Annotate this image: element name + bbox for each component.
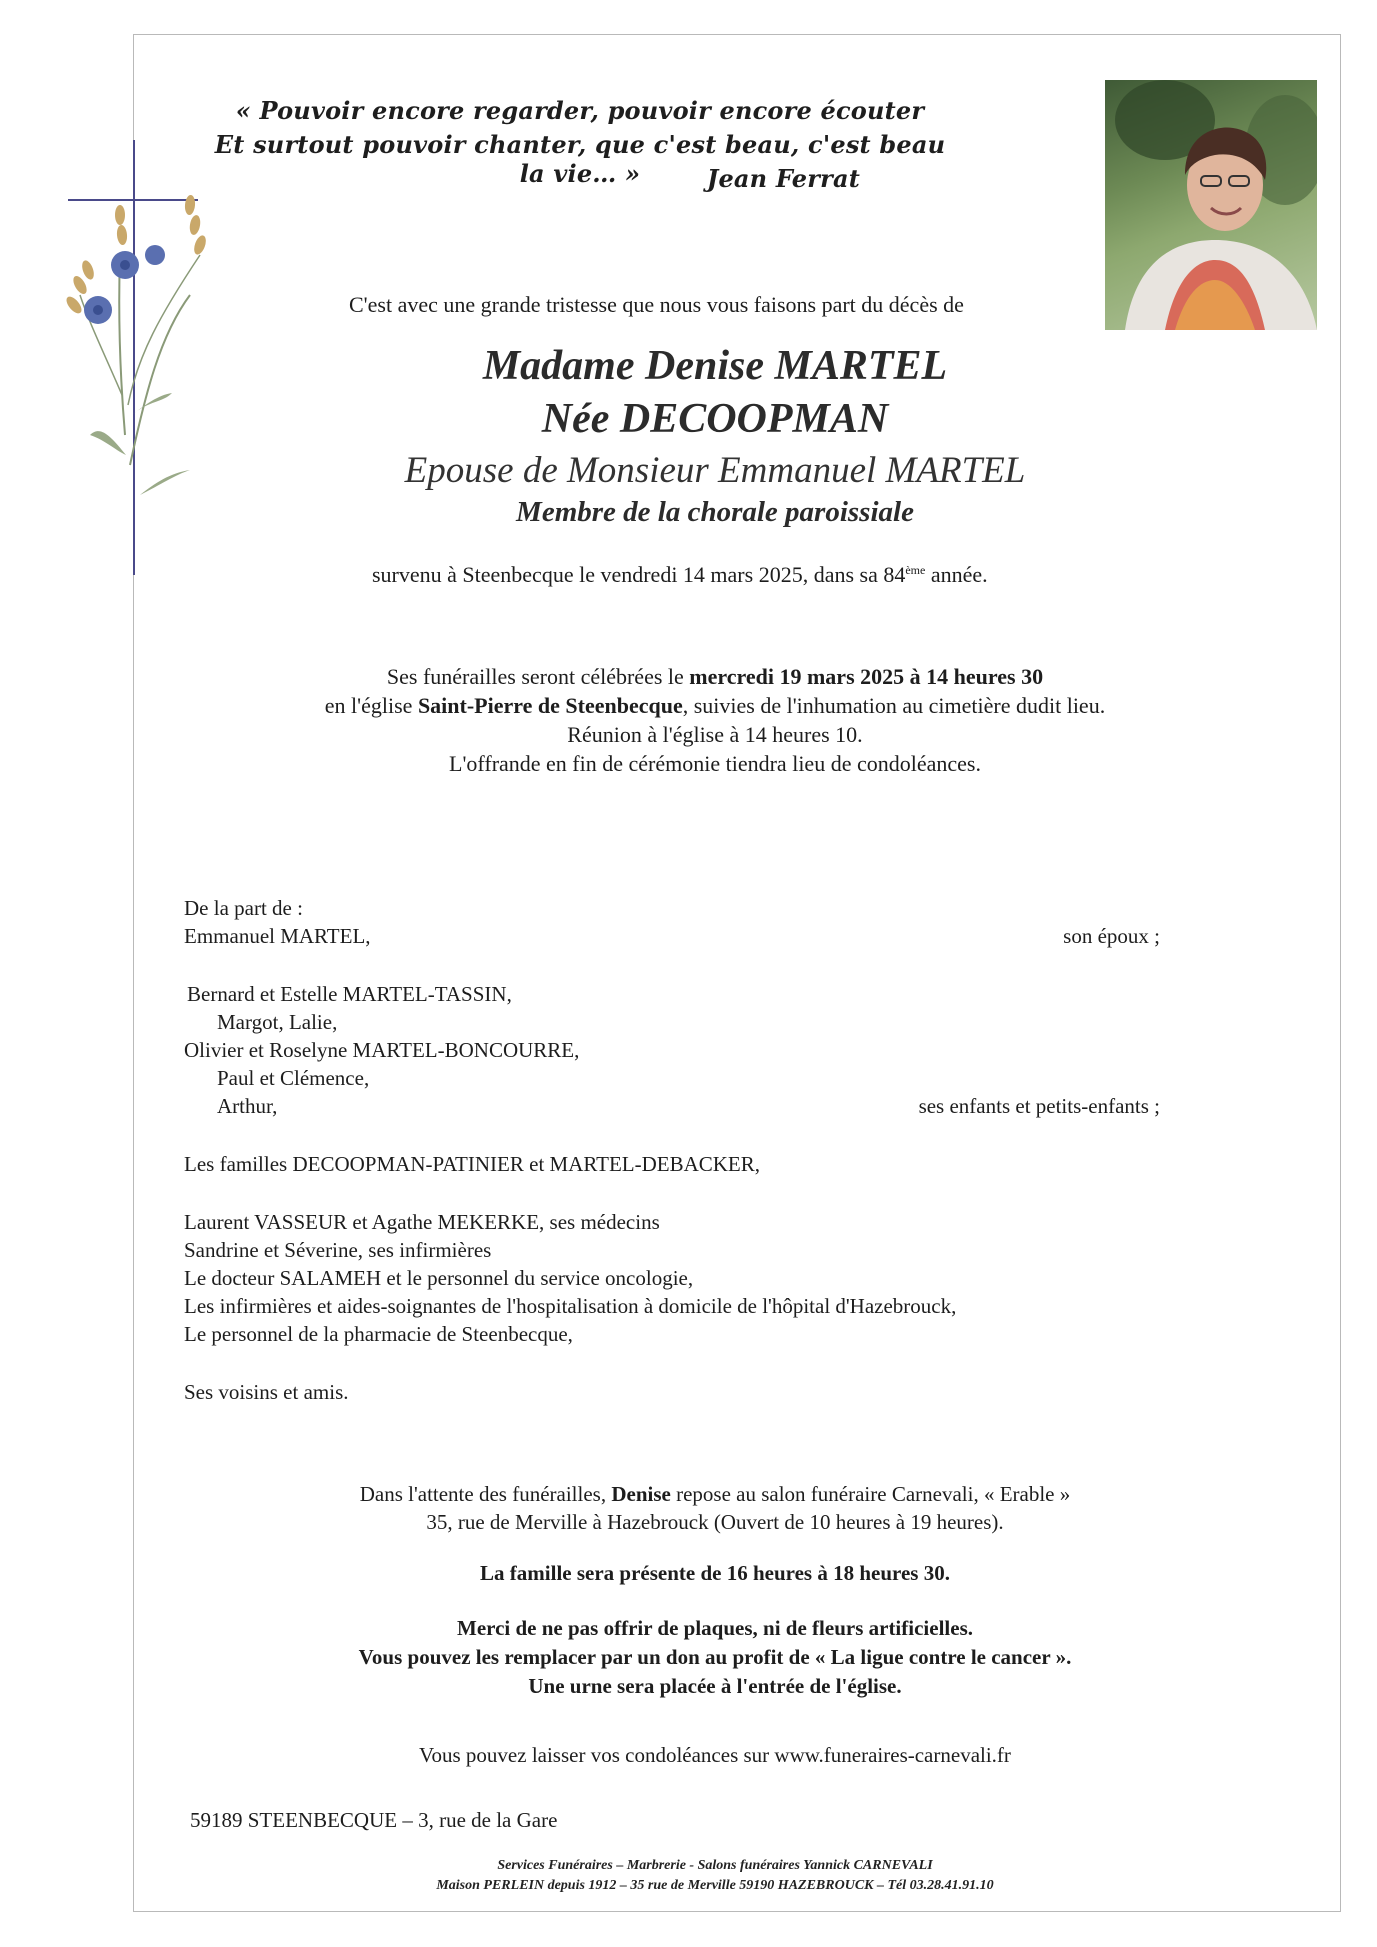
rest-line-1: Dans l'attente des funérailles, Denise repose au salon funéraire Carnevali, « Erable » bbox=[359, 1482, 1071, 1506]
spouse-role: son époux ; bbox=[1063, 924, 1160, 948]
funeral-line-1: Ses funérailles seront célébrées le mercredi 19 mars 2025 à 14 heures 30 bbox=[386, 664, 1044, 689]
child-line: Paul et Clémence, bbox=[217, 1066, 370, 1090]
care-line: Le docteur SALAMEH et le personnel du service oncologie, bbox=[184, 1266, 694, 1290]
cross-flower-icon bbox=[50, 135, 220, 580]
funeral-line-2: en l'église Saint-Pierre de Steenbecque, suivies de l'inhumation au cimetière dudit lieu. bbox=[324, 693, 1106, 718]
quote-author: Jean Ferrat bbox=[706, 164, 860, 193]
notice-line-3: Une urne sera placée à l'entrée de l'église. bbox=[528, 1674, 902, 1698]
care-line: Sandrine et Séverine, ses infirmières bbox=[184, 1238, 492, 1262]
condolences-line: Vous pouvez laisser vos condoléances sur www.funeraires-carnevali.fr bbox=[419, 1743, 1011, 1767]
from-label: De la part de : bbox=[184, 896, 303, 920]
child-line: Margot, Lalie, bbox=[217, 1010, 338, 1034]
children-role: ses enfants et petits-enfants ; bbox=[918, 1094, 1160, 1118]
care-line: Le personnel de la pharmacie de Steenbecque, bbox=[184, 1322, 573, 1346]
spouse-name: Emmanuel MARTEL, bbox=[184, 924, 371, 948]
child-line: Bernard et Estelle MARTEL-TASSIN, bbox=[187, 982, 512, 1006]
footer-line-2: Maison PERLEIN depuis 1912 – 35 rue de Merville 59190 HAZEBROUCK – Tél 03.28.41.91.10 bbox=[436, 1878, 994, 1893]
notice-line-2: Vous pouvez les remplacer par un don au profit de « La ligue contre le cancer ». bbox=[358, 1645, 1072, 1669]
care-line: Laurent VASSEUR et Agathe MEKERKE, ses médecins bbox=[184, 1210, 660, 1234]
maiden-name: Née DECOOPMAN bbox=[541, 396, 889, 442]
child-line: Arthur, bbox=[217, 1094, 278, 1118]
rest-line-2: 35, rue de Merville à Hazebrouck (Ouvert de 10 heures à 19 heures). bbox=[426, 1510, 1004, 1534]
families-line: Les familles DECOOPMAN-PATINIER et MARTEL-DEBACKER, bbox=[184, 1152, 761, 1176]
notice-line-1: Merci de ne pas offrir de plaques, ni de fleurs artificielles. bbox=[457, 1616, 973, 1640]
member-line: Membre de la chorale paroissiale bbox=[516, 496, 914, 528]
funeral-line-4: L'offrande en fin de cérémonie tiendra lieu de condoléances. bbox=[449, 751, 981, 776]
footer-line-1: Services Funéraires – Marbrerie - Salons funéraires Yannick CARNEVALI bbox=[497, 1858, 933, 1873]
care-line: Les infirmières et aides-soignantes de l'hospitalisation à domicile de l'hôpital d'Hazebrouck, bbox=[184, 1294, 957, 1318]
neighbors-line: Ses voisins et amis. bbox=[184, 1380, 349, 1404]
address-line: 59189 STEENBECQUE – 3, rue de la Gare bbox=[190, 1808, 558, 1832]
quote-line-2: Et surtout pouvoir chanter, que c'est beau, c'est beau la vie… » bbox=[214, 130, 946, 188]
death-line: survenu à Steenbecque le vendredi 14 mars 2025, dans sa 84ème année. bbox=[372, 562, 988, 587]
spouse-line: Epouse de Monsieur Emmanuel MARTEL bbox=[404, 450, 1026, 491]
funeral-line-3: Réunion à l'église à 14 heures 10. bbox=[567, 722, 863, 747]
deceased-name: Madame Denise MARTEL bbox=[482, 343, 948, 389]
family-presence: La famille sera présente de 16 heures à 18 heures 30. bbox=[480, 1561, 950, 1585]
portrait-photo bbox=[1105, 80, 1317, 330]
quote-line-1: « Pouvoir encore regarder, pouvoir encore écouter bbox=[235, 96, 925, 125]
intro-text: C'est avec une grande tristesse que nous vous faisons part du décès de bbox=[349, 292, 964, 317]
child-line: Olivier et Roselyne MARTEL-BONCOURRE, bbox=[184, 1038, 580, 1062]
